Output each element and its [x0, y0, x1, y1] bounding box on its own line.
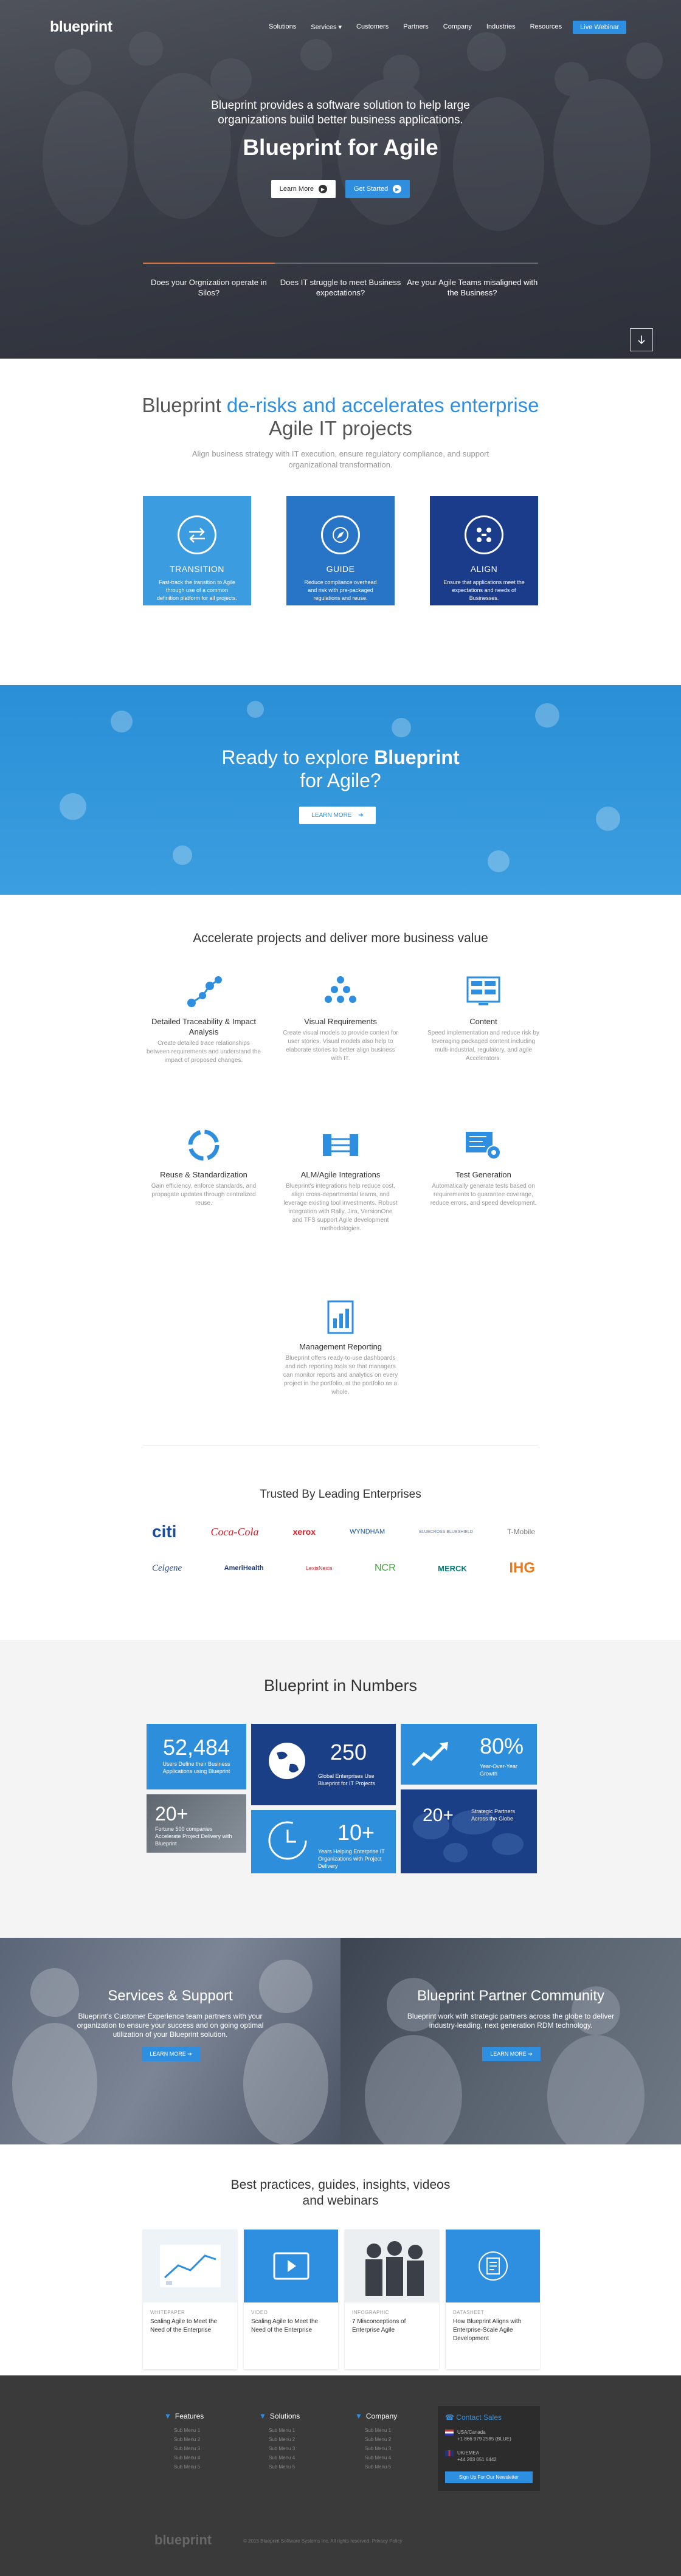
feature-visual-requirements	[283, 974, 398, 1063]
footer-link[interactable]: Sub Menu 1	[365, 2428, 392, 2433]
resource-card[interactable]	[244, 2230, 338, 2369]
feature-test-generation	[426, 1127, 541, 1208]
get-started-button[interactable]	[345, 180, 410, 198]
contact-phone[interactable]: +1 866 979 2585 (BLUE)	[457, 2436, 511, 2442]
resource-card[interactable]	[143, 2230, 237, 2369]
resource-title: How Blueprint Aligns with Enterprise-Scale Agile Development	[453, 2318, 522, 2342]
stat-label: Users Define their Business Applications using Blueprint	[162, 1761, 230, 1774]
feature-reuse	[146, 1127, 261, 1208]
services-title: Services & Support	[108, 1988, 233, 2004]
resource-tag: WHITEPAPER	[150, 2310, 185, 2315]
feature-description: Blueprint offers ready-to-use dashboards and rich reporting tools so that managers can monitor reports and analytics on every project in the portfolio, at the portfolio as a whole.	[283, 1355, 398, 1396]
tile-description: Reduce compliance overhead and risk with pre-packaged regulations and reuse.	[304, 579, 377, 601]
grid-dots-icon	[465, 515, 503, 554]
client-logos-row-1	[152, 1522, 535, 1541]
nav-partners[interactable]: Partners	[403, 23, 429, 30]
footer-col-solutions	[259, 2412, 332, 2470]
feature-description: Speed implementation and reduce risk by leveraging packaged content including multi-industrial, regulatory, and agile Accelerators.	[427, 1030, 539, 1062]
hero-subtitle: Blueprint provides a software solution to help large organizations build better business applications.	[211, 99, 470, 126]
newsletter-signup-button[interactable]: Sign Up For Our Newsletter	[445, 2471, 533, 2483]
question-it-struggle[interactable]: Does IT struggle to meet Business expectations?	[275, 263, 407, 298]
globe-icon	[266, 1740, 308, 1782]
feature-traceability	[146, 974, 261, 1065]
play-icon	[244, 2230, 338, 2302]
arrow-right-icon: ▶	[393, 185, 401, 193]
logo-t-mobile: T-Mobile	[506, 1527, 535, 1536]
stat-label: Years Helping Enterprise IT Organizations with Project Delivery	[318, 1848, 385, 1869]
feature-description: Create visual models to provide context for user stories. Visual models also help to elaborate stories to better align business with IT.	[283, 1030, 398, 1062]
stat-value: 20+	[155, 1803, 188, 1825]
report-chart-icon	[283, 1299, 398, 1335]
stat-enterprises	[251, 1724, 396, 1805]
stat-value: 20+	[423, 1805, 454, 1825]
services-body: Blueprint's Customer Experience team partners with your organization to ensure your success and on going optimal utilization of your Blueprint solution.	[77, 2012, 264, 2039]
footer	[0, 2375, 681, 2576]
footer-col-heading: Company	[365, 2412, 398, 2420]
tile-transition[interactable]	[143, 496, 251, 605]
stat-users	[147, 1724, 246, 1789]
footer-logo[interactable]: blueprint	[154, 2532, 212, 2547]
derisk-heading-brand: Blueprint	[142, 394, 221, 416]
contact-sales-box	[438, 2406, 540, 2491]
ready-banner	[0, 685, 681, 895]
hero-section	[0, 0, 681, 359]
ready-heading	[0, 746, 681, 792]
tile-title: TRANSITION	[170, 564, 224, 574]
feature-title: Test Generation	[455, 1170, 511, 1179]
feature-title: Detailed Traceability & Impact Analysis	[151, 1017, 256, 1036]
resource-tag: INFOGRAPHIC	[352, 2310, 390, 2315]
resource-card[interactable]	[446, 2230, 540, 2369]
arrow-down-icon	[637, 335, 646, 345]
arrow-right-icon: ➔	[187, 2051, 192, 2057]
learn-more-label: Learn More	[279, 185, 314, 193]
numbers-heading: Blueprint in Numbers	[263, 1676, 418, 1695]
nav-company[interactable]: Company	[443, 23, 472, 30]
footer-link[interactable]: Sub Menu 3	[365, 2446, 392, 2451]
content-screen-icon	[426, 974, 541, 1010]
nav-solutions[interactable]: Solutions	[269, 23, 297, 30]
feature-content	[426, 974, 541, 1063]
feature-description: Automatically generate tests based on requirements to guarantee coverage, reduce errors, and speed development.	[430, 1183, 537, 1207]
feature-title: Reuse & Standardization	[160, 1170, 247, 1179]
stat-label: Strategic Partners Across the Globe	[471, 1808, 516, 1822]
hero-title: Blueprint for Agile	[243, 135, 438, 160]
people-image-icon	[345, 2230, 439, 2302]
logo-amerihealth: AmeriHealth	[224, 1565, 264, 1572]
footer-col-features	[164, 2412, 237, 2470]
ready-learn-more-button[interactable]	[299, 807, 376, 824]
feature-description: Create detailed trace relationships between requirements and understand the impact of proposed changes.	[147, 1040, 261, 1064]
nav-services[interactable]: Services ▾	[311, 24, 342, 31]
footer-link[interactable]: Sub Menu 5	[174, 2464, 201, 2470]
nav-customers[interactable]: Customers	[356, 23, 389, 30]
stat-label: Fortune 500 companies Accelerate Project Delivery with Blueprint	[155, 1826, 232, 1847]
footer-link[interactable]: Sub Menu 2	[174, 2437, 201, 2442]
integration-icon	[283, 1127, 398, 1163]
tile-description: Ensure that applications meet the expectations and needs of Businesses.	[443, 579, 525, 601]
footer-link[interactable]: Sub Menu 1	[269, 2428, 296, 2433]
contact-usa	[445, 2429, 533, 2442]
pin-icon: ▼	[355, 2412, 362, 2420]
live-webinar-button[interactable]: Live Webinar	[573, 21, 626, 34]
contact-uk	[445, 2450, 533, 2463]
compass-icon	[321, 515, 360, 554]
arrow-right-icon: ➔	[528, 2051, 533, 2057]
world-map-image	[401, 1789, 537, 1873]
tile-align[interactable]	[430, 496, 538, 605]
client-logos-row-2	[152, 1560, 535, 1577]
logo-ihg: IHG	[509, 1560, 535, 1576]
hero-questions	[143, 263, 538, 298]
team-photo-image	[0, 1938, 340, 2144]
nav-industries[interactable]: Industries	[486, 23, 516, 30]
hierarchy-icon	[283, 974, 398, 1010]
footer-link[interactable]: Sub Menu 5	[269, 2464, 296, 2470]
tile-title: ALIGN	[470, 564, 498, 574]
logo-xerox: xerox	[292, 1527, 316, 1537]
question-agile-misaligned[interactable]: Are your Agile Teams misaligned with the Business?	[406, 263, 538, 298]
ready-heading-prefix: Ready to explore	[221, 746, 375, 768]
document-icon	[446, 2230, 540, 2302]
stat-value: 80%	[480, 1734, 524, 1758]
footer-link[interactable]: Sub Menu 4	[365, 2455, 392, 2461]
logo-ncr: NCR	[374, 1563, 396, 1573]
partner-photo-image	[340, 1938, 681, 2144]
footer-col-heading: Solutions	[269, 2412, 300, 2420]
main-nav	[261, 21, 626, 34]
trusted-heading: Trusted By Leading Enterprises	[260, 1488, 421, 1501]
derisk-heading-highlight: de-risks and accelerates enterprise	[221, 394, 539, 416]
resources-heading-line2: and webinars	[302, 2194, 379, 2208]
test-gears-icon	[426, 1127, 541, 1163]
arrow-right-icon: ➔	[358, 812, 364, 819]
uk-flag-icon	[445, 2450, 454, 2456]
ready-heading-brand: Blueprint	[374, 746, 460, 768]
resource-title: Scaling Agile to Meet the Need of the Enterprise	[251, 2318, 319, 2333]
derisk-heading-line2: Agile IT projects	[269, 417, 412, 439]
resource-title: Scaling Agile to Meet the Need of the Enterprise	[150, 2318, 218, 2333]
feature-title: Management Reporting	[299, 1342, 382, 1351]
resource-tag: VIDEO	[251, 2310, 268, 2315]
scroll-down-button[interactable]	[630, 328, 653, 351]
stat-partners	[401, 1789, 537, 1873]
services-learn-more-label: LEARN MORE	[150, 2051, 186, 2057]
tile-description: Fast-track the transition to Agile through use of a common definition platform for all projects.	[156, 579, 238, 601]
phone-icon: ☎	[445, 2413, 457, 2422]
resources-section	[0, 2144, 681, 2375]
footer-link[interactable]: Sub Menu 4	[174, 2455, 201, 2461]
resource-tag: DATASHEET	[453, 2310, 485, 2315]
derisk-heading	[0, 394, 681, 440]
logo-coca-cola: Coca-Cola	[210, 1525, 259, 1538]
trend-arrow-icon	[410, 1738, 453, 1769]
services-support-panel	[0, 1938, 340, 2144]
logo-celgene: Celgene	[152, 1563, 182, 1573]
logo-bluecross: BLUECROSS BLUESHIELD	[419, 1529, 473, 1534]
feature-management-reporting	[283, 1299, 398, 1397]
partner-body: Blueprint work with strategic partners across the globe to deliver industry-leading, next generation RDM technology.	[407, 2012, 615, 2030]
stat-fortune	[147, 1794, 246, 1853]
resource-title: 7 Misconceptions of Enterprise Agile	[352, 2318, 406, 2333]
derisk-body: Align business strategy with IT execution, ensure regulatory compliance, and support organizational transformation.	[192, 449, 489, 469]
stat-value: 10+	[337, 1820, 375, 1845]
partner-title: Blueprint Partner Community	[417, 1988, 605, 2004]
footer-link[interactable]: Sub Menu 1	[174, 2428, 201, 2433]
us-flag-icon	[445, 2430, 454, 2436]
contact-phone[interactable]: +44 203 051 6442	[457, 2457, 497, 2462]
stat-label: Global Enterprises Use Blueprint for IT Projects	[318, 1773, 375, 1786]
learn-more-button[interactable]	[271, 180, 336, 198]
partner-community-panel	[340, 1938, 681, 2144]
stat-years	[251, 1810, 396, 1873]
footer-link[interactable]: Sub Menu 4	[269, 2455, 296, 2461]
features-heading: Accelerate projects and deliver more business value	[193, 931, 488, 945]
nav-resources[interactable]: Resources	[530, 23, 562, 30]
resources-heading-line1: Best practices, guides, insights, videos	[230, 2178, 451, 2192]
footer-link[interactable]: Sub Menu 3	[269, 2446, 296, 2451]
feature-description: Gain efficiency, enforce standards, and propagate updates through centralized reuse.	[151, 1183, 257, 1207]
footer-link[interactable]: Sub Menu 2	[365, 2437, 392, 2442]
feature-title: Visual Requirements	[304, 1017, 377, 1026]
logo-merck: MERCK	[438, 1563, 467, 1573]
footer-link[interactable]: Sub Menu 3	[174, 2446, 201, 2451]
feature-title: ALM/Agile Integrations	[300, 1170, 381, 1179]
stat-label: Year-Over-Year Growth	[480, 1763, 517, 1777]
services-section	[0, 1938, 681, 2144]
resources-heading	[0, 2177, 681, 2209]
footer-col-heading: Features	[175, 2412, 204, 2420]
feature-description: Blueprint's integrations help reduce cost, align cross-departmental teams, and leverage existing tool investments. Robust integration with Rally, Jira, VersionOne and TFS support Agile development methodologies.	[283, 1183, 398, 1232]
contact-region: UK/EMEA	[457, 2450, 480, 2456]
question-silos[interactable]: Does your Orgnization operate in Silos?	[143, 263, 275, 298]
partner-learn-more-label: LEARN MORE	[490, 2051, 527, 2057]
pin-icon: ▼	[164, 2412, 171, 2420]
footer-copyright: © 2015 Blueprint Software Systems Inc. All rights reserved. Privacy Policy	[243, 2538, 403, 2544]
contact-heading	[445, 2413, 533, 2422]
stat-value: 250	[330, 1740, 367, 1765]
footer-col-company	[355, 2412, 428, 2470]
stat-value: 52,484	[162, 1735, 230, 1760]
contact-heading-label: Contact Sales	[456, 2413, 502, 2422]
pin-icon: ▼	[259, 2412, 266, 2420]
numbers-section	[0, 1640, 681, 1938]
clock-circle-icon	[266, 1819, 309, 1862]
ready-heading-line2: for Agile?	[300, 770, 381, 791]
network-nodes-icon	[146, 974, 261, 1010]
feature-alm-integrations	[283, 1127, 398, 1233]
features-section	[0, 895, 681, 1640]
logo-wyndham: WYNDHAM	[350, 1528, 385, 1535]
derisk-section	[0, 359, 681, 685]
footer-link[interactable]: Sub Menu 2	[269, 2437, 296, 2442]
contact-region: USA/Canada	[457, 2430, 486, 2435]
get-started-label: Get Started	[354, 185, 389, 193]
swap-arrows-icon	[178, 515, 216, 554]
services-learn-more-button[interactable]	[142, 2047, 200, 2061]
tile-guide[interactable]	[286, 496, 395, 605]
site-logo[interactable]: blueprint	[50, 18, 112, 35]
logo-citi: citi	[152, 1522, 177, 1541]
arrow-right-icon: ▶	[319, 185, 327, 193]
chart-image-icon	[143, 2230, 237, 2302]
partner-learn-more-button[interactable]	[482, 2047, 541, 2061]
stat-growth	[401, 1724, 537, 1785]
footer-link[interactable]: Sub Menu 5	[365, 2464, 392, 2470]
tile-title: GUIDE	[326, 564, 355, 574]
ready-learn-more-label: LEARN MORE	[311, 812, 352, 819]
resource-card[interactable]	[345, 2230, 439, 2369]
logo-lexisnexis: LexisNexis	[305, 1565, 333, 1571]
feature-title: Content	[469, 1017, 497, 1026]
cycle-arrows-icon	[146, 1127, 261, 1163]
